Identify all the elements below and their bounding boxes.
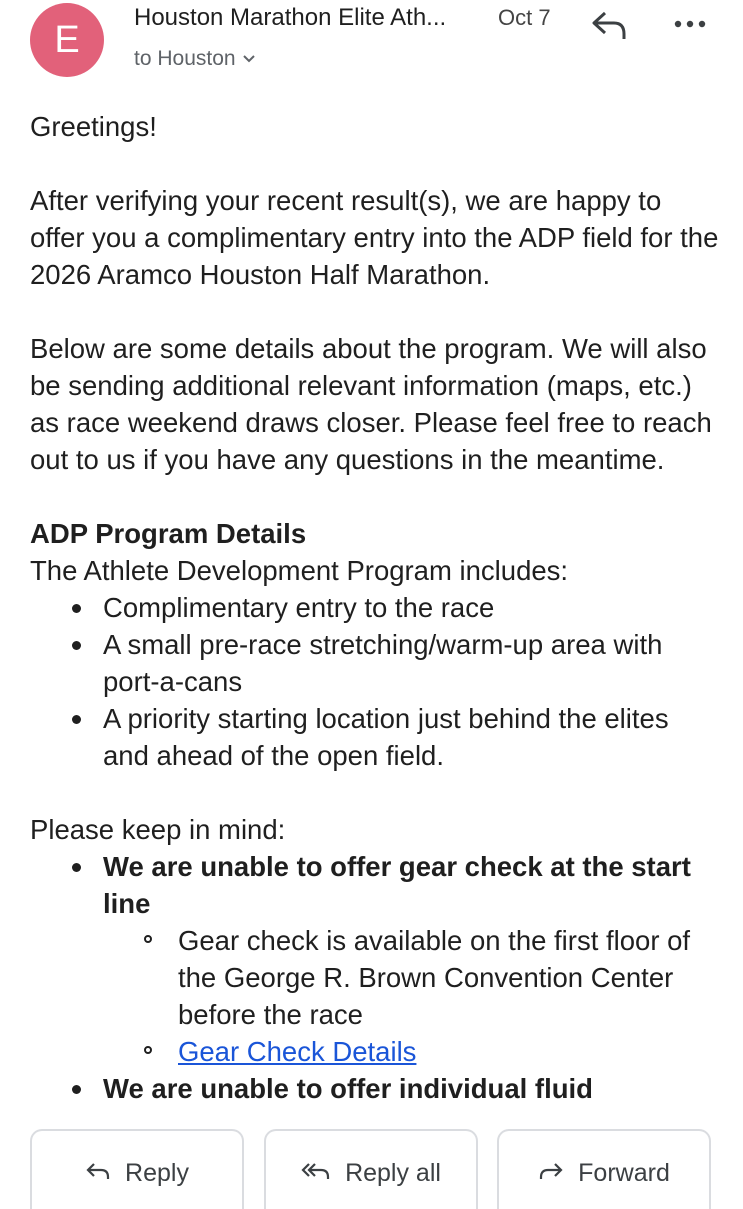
- keep-in-mind: Please keep in mind:: [30, 814, 286, 845]
- forward-label: Forward: [578, 1159, 670, 1187]
- reply-arrow-icon: [85, 1161, 111, 1181]
- includes-intro: The Athlete Development Program includes:: [30, 555, 569, 586]
- recipient-details-toggle[interactable]: [134, 47, 256, 71]
- forward-icon: [538, 1161, 564, 1181]
- reply-all-label: Reply all: [345, 1159, 441, 1187]
- includes-list: [30, 589, 720, 774]
- bullet: [144, 1046, 152, 1054]
- sender-name[interactable]: Houston Marathon Elite Ath...: [134, 4, 447, 31]
- details-paragraph: Below are some details about the program. We will also be sending additional relevant information (maps, etc.) as race weekend draws closer. Please feel free to reach out to us if you have any questions in the meantime.: [30, 333, 712, 475]
- email-date: Oct 7: [498, 5, 551, 30]
- list-item: Complimentary entry to the race: [30, 589, 720, 626]
- bullet: [72, 604, 81, 613]
- reply-all-button[interactable]: [264, 1129, 478, 1209]
- bullet: [144, 935, 152, 943]
- section-title: ADP Program Details: [30, 518, 307, 549]
- offer-paragraph: After verifying your recent result(s), we are happy to offer you a complimentary entry into the ADP field for the 2026 Aramco Houston Half Marathon.: [30, 185, 719, 290]
- email-header: [0, 0, 743, 100]
- sender-avatar[interactable]: E: [30, 3, 104, 77]
- bullet: [72, 715, 81, 724]
- sub-list: [103, 922, 720, 1070]
- reply-icon[interactable]: [590, 8, 630, 42]
- recipient-label: to Houston: [134, 47, 236, 70]
- list-item: [30, 1070, 720, 1107]
- list-item: A small pre-race stretching/warm-up area with port-a-cans: [30, 626, 720, 700]
- chevron-down-icon: [242, 54, 256, 64]
- email-body: [30, 108, 720, 1114]
- forward-button[interactable]: [497, 1129, 711, 1209]
- bullet: [72, 641, 81, 650]
- greeting: Greetings!: [30, 111, 157, 142]
- note-text: We are unable to offer gear check at the start line: [103, 851, 691, 919]
- action-bar: [0, 1114, 743, 1200]
- note-text: We are unable to offer individual fluid: [103, 1073, 593, 1104]
- notes-list: [30, 848, 720, 1107]
- reply-label: Reply: [125, 1159, 189, 1187]
- reply-all-icon: [301, 1161, 331, 1181]
- more-icon[interactable]: [672, 14, 708, 34]
- gear-check-link[interactable]: Gear Check Details: [178, 1036, 417, 1067]
- list-item: A priority starting location just behind the elites and ahead of the open field.: [30, 700, 720, 774]
- list-item: [30, 848, 720, 1070]
- sub-list-item: [103, 1033, 720, 1070]
- reply-button[interactable]: [30, 1129, 244, 1209]
- bullet: [72, 1085, 81, 1094]
- sub-list-item: Gear check is available on the first floor of the George R. Brown Convention Center before the race: [103, 922, 720, 1033]
- bullet: [72, 863, 81, 872]
